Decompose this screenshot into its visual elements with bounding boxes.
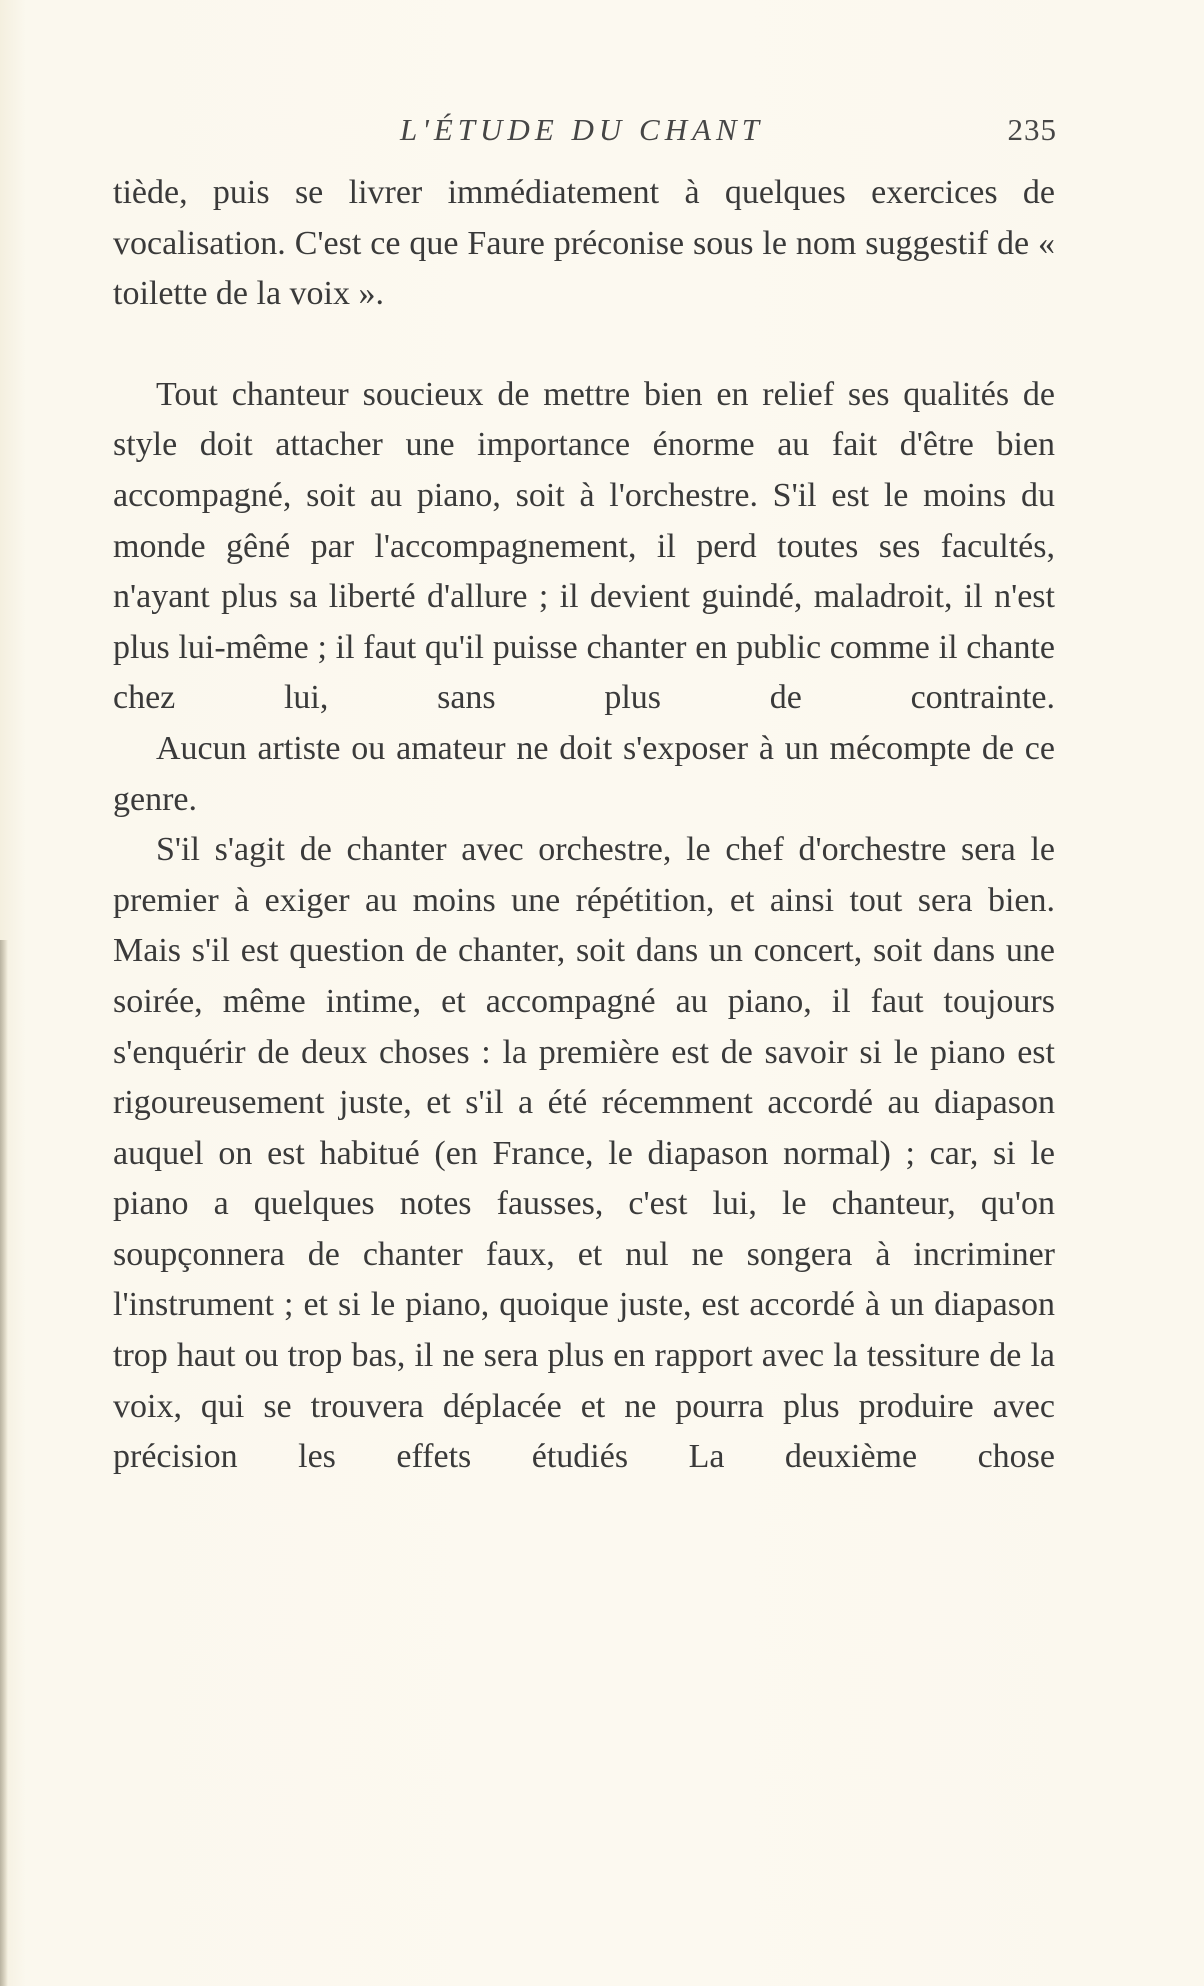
page-number: 235 bbox=[1007, 112, 1057, 147]
page-binding-edge bbox=[0, 940, 8, 1986]
running-head: L'ÉTUDE DU CHANT bbox=[400, 112, 764, 147]
page-header bbox=[112, 112, 1057, 152]
paragraph-1: tiède, puis se livrer immédiatement à quelques exercices de vocalisation. C'est ce que Faure préconise sous le nom suggestif de « toilette de la voix ». bbox=[113, 174, 1055, 313]
paragraph-4: S'il s'agit de chanter avec orchestre, le chef d'orchestre sera le premier à exiger au moins une répétition, et ainsi tout sera bien. Mais s'il est question de chanter, soit dans un concert, soit dans une soirée, même intime, et accompagné au piano, il faut toujours s'enquérir de deux choses : la première est de savoir si le piano est rigoureusement juste, et s'il a été récemment accordé au diapason auquel on est habitué (en France, le diapason normal) ; car, si le piano a quelques notes fausses, c'est lui, le chanteur, qu'on soupçonnera de chanter faux, et nul ne songera à incriminer l'instrument ; et si le piano, quoique juste, est accordé à un diapason trop haut ou trop bas, il ne sera plus en rapport avec la tessiture de la voix, qui se trouvera déplacée et ne pourra plus produire avec précision les effets étudiés La deuxième chose bbox=[113, 831, 1055, 1476]
paragraph-3: Aucun artiste ou amateur ne doit s'exposer à un mécompte de ce genre. bbox=[113, 729, 1055, 818]
body-text bbox=[113, 168, 1055, 1483]
paragraph-2: Tout chanteur soucieux de mettre bien en relief ses qualités de style doit attacher une importance énorme au fait d'être bien accompagné, soit au piano, soit à l'orchestre. S'il est le moins du monde gêné par l'accompagnement, il perd toutes ses facultés, n'ayant plus sa liberté d'allure ; il devient guindé, maladroit, il n'est plus lui-même ; il faut qu'il puisse chanter en public comme il chante chez lui, sans plus de contrainte. bbox=[113, 375, 1055, 717]
